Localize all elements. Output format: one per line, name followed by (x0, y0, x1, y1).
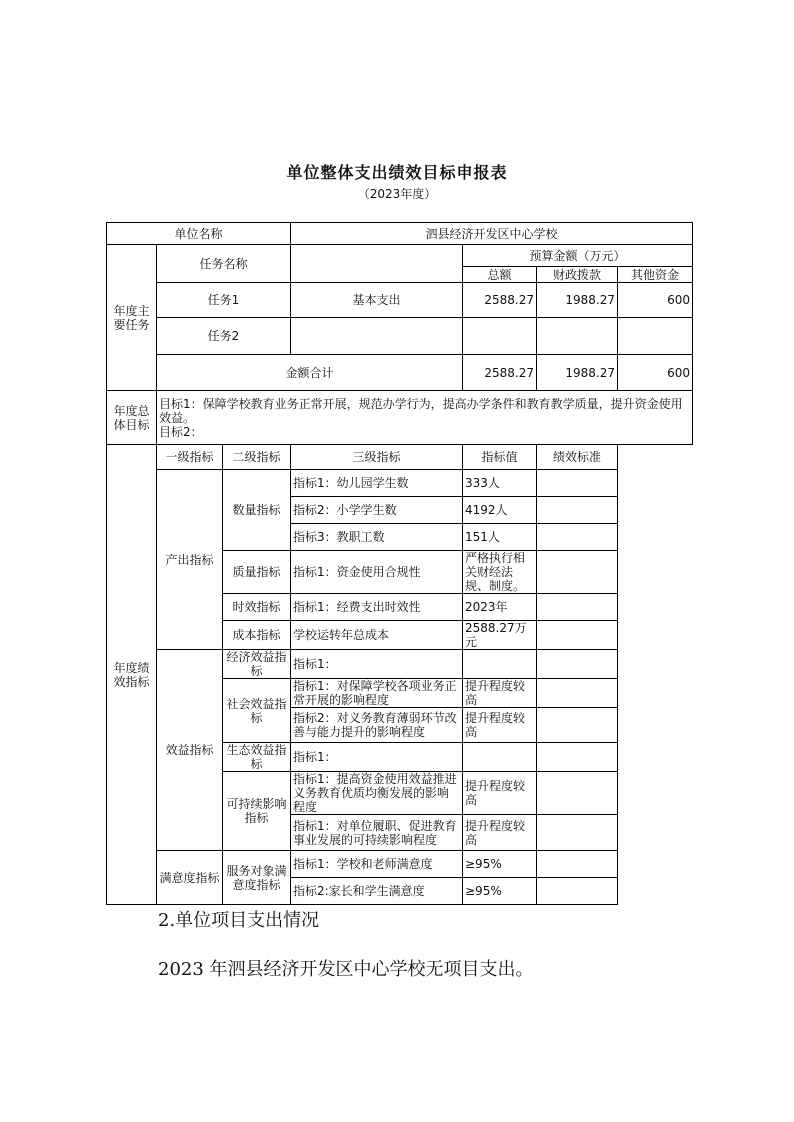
header-level2: 二级指标 (223, 445, 291, 470)
year-subtitle: （2023年度） (357, 187, 437, 201)
timeliness-indicator-1: 指标1：经费支出时效性 (291, 594, 463, 621)
satisfaction-indicator-1-value: ≥95% (463, 851, 537, 878)
quantity-indicator-1: 指标1：幼儿园学生数 (291, 470, 463, 497)
sustainable-indicator-2-standard (537, 815, 618, 851)
header-value: 指标值 (463, 445, 537, 470)
section-2-heading: 2.单位项目支出情况 (158, 910, 320, 931)
quantity-indicator-1-standard (537, 470, 618, 497)
ecological-benefit-label: 生态效益指标 (223, 743, 291, 772)
goal-2: 目标2： (159, 424, 203, 439)
sum-label: 金额合计 (157, 355, 463, 391)
economic-indicator-1-value (463, 650, 537, 679)
cost-indicator-1: 学校运转年总成本 (291, 621, 463, 650)
social-indicator-1-value: 提升程度较高 (463, 679, 537, 708)
task-1-total: 2588.27 (463, 283, 537, 318)
sum-other: 600 (618, 355, 693, 391)
sum-total: 2588.27 (463, 355, 537, 391)
social-indicator-2: 指标2：对义务教育薄弱环节改善与能力提升的影响程度 (291, 708, 463, 743)
quantity-indicator-1-value: 333人 (463, 470, 537, 497)
satisfaction-indicator-2-value: ≥95% (463, 878, 537, 905)
task-2-name: 任务2 (157, 318, 291, 355)
budget-amount-header: 预算金额（万元） (463, 245, 693, 267)
cost-indicator-1-standard (537, 621, 618, 650)
economic-indicator-1-standard (537, 650, 618, 679)
unit-name-value: 泗县经济开发区中心学校 (291, 223, 693, 245)
timeliness-indicators-label: 时效指标 (223, 594, 291, 621)
sustainable-impact-label: 可持续影响指标 (223, 772, 291, 851)
satisfaction-indicator-2-standard (537, 878, 618, 905)
economic-benefit-label: 经济效益指标 (223, 650, 291, 679)
sum-fiscal: 1988.27 (537, 355, 618, 391)
cost-indicators-label: 成本指标 (223, 621, 291, 650)
header-level1: 一级指标 (157, 445, 223, 470)
task-content-header (291, 245, 463, 283)
col-fiscal-header: 财政拨款 (537, 267, 618, 283)
quality-indicator-1-standard (537, 551, 618, 594)
task-1-other: 600 (618, 283, 693, 318)
page-title: 单位整体支出绩效目标申报表 (286, 163, 508, 182)
timeliness-indicator-1-value: 2023年 (463, 594, 537, 621)
satisfaction-indicator-1-standard (537, 851, 618, 878)
quantity-indicator-3-value: 151人 (463, 524, 537, 551)
sustainable-indicator-1-value: 提升程度较高 (463, 772, 537, 815)
satisfaction-indicator-2: 指标2:家长和学生满意度 (291, 878, 463, 905)
overall-goal-text (157, 391, 693, 445)
unit-name-label: 单位名称 (107, 223, 291, 245)
social-indicator-1: 指标1：对保障学校各项业务正常开展的影响程度 (291, 679, 463, 708)
col-total-header: 总额 (463, 267, 537, 283)
quantity-indicator-3: 指标3：教职工数 (291, 524, 463, 551)
annual-overall-goal-label: 年度总体目标 (107, 391, 157, 445)
sustainable-indicator-1-standard (537, 772, 618, 815)
economic-indicator-1: 指标1： (291, 650, 463, 679)
task-2-total (463, 318, 537, 355)
quantity-indicator-2-value: 4192人 (463, 497, 537, 524)
output-indicators-label: 产出指标 (157, 470, 223, 650)
task-1-fiscal: 1988.27 (537, 283, 618, 318)
social-indicator-2-standard (537, 708, 618, 743)
satisfaction-indicators-label: 满意度指标 (157, 851, 223, 905)
ecological-indicator-1-value (463, 743, 537, 772)
quality-indicator-1-value: 严格执行相关财经法规、制度。 (463, 551, 537, 594)
annual-main-tasks-label: 年度主要任务 (107, 245, 157, 391)
social-benefit-label: 社会效益指标 (223, 679, 291, 743)
ecological-indicator-1-standard (537, 743, 618, 772)
service-satisfaction-label: 服务对象满意度指标 (223, 851, 291, 905)
ecological-indicator-1: 指标1： (291, 743, 463, 772)
quantity-indicator-2-standard (537, 497, 618, 524)
annual-performance-indicators-label: 年度绩效指标 (107, 445, 157, 905)
performance-table (106, 222, 693, 905)
benefit-indicators-label: 效益指标 (157, 650, 223, 851)
col-other-header: 其他资金 (618, 267, 693, 283)
task-name-header: 任务名称 (157, 245, 291, 283)
task-2-content (291, 318, 463, 355)
quantity-indicator-2: 指标2：小学学生数 (291, 497, 463, 524)
sustainable-indicator-1: 指标1：提高资金使用效益推进义务教育优质均衡发展的影响程度 (291, 772, 463, 815)
quantity-indicators-label: 数量指标 (223, 470, 291, 551)
section-2-body: 2023 年泗县经济开发区中心学校无项目支出。 (158, 959, 534, 980)
sustainable-indicator-2: 指标1：对单位履职、促进教育事业发展的可持续影响程度 (291, 815, 463, 851)
task-2-fiscal (537, 318, 618, 355)
timeliness-indicator-1-standard (537, 594, 618, 621)
task-1-content: 基本支出 (291, 283, 463, 318)
satisfaction-indicator-1: 指标1：学校和老师满意度 (291, 851, 463, 878)
goal-1: 目标1：保障学校教育业务正常开展，规范办学行为，提高办学条件和教育教学质量，提升资金使用效益。 (159, 396, 683, 425)
quantity-indicator-3-standard (537, 524, 618, 551)
quality-indicator-1: 指标1：资金使用合规性 (291, 551, 463, 594)
task-2-other (618, 318, 693, 355)
quality-indicators-label: 质量指标 (223, 551, 291, 594)
social-indicator-2-value: 提升程度较高 (463, 708, 537, 743)
social-indicator-1-standard (537, 679, 618, 708)
sustainable-indicator-2-value: 提升程度较高 (463, 815, 537, 851)
header-level3: 三级指标 (291, 445, 463, 470)
empty-cell (618, 445, 693, 470)
task-1-name: 任务1 (157, 283, 291, 318)
header-standard: 绩效标准 (537, 445, 618, 470)
cost-indicator-1-value: 2588.27万元 (463, 621, 537, 650)
